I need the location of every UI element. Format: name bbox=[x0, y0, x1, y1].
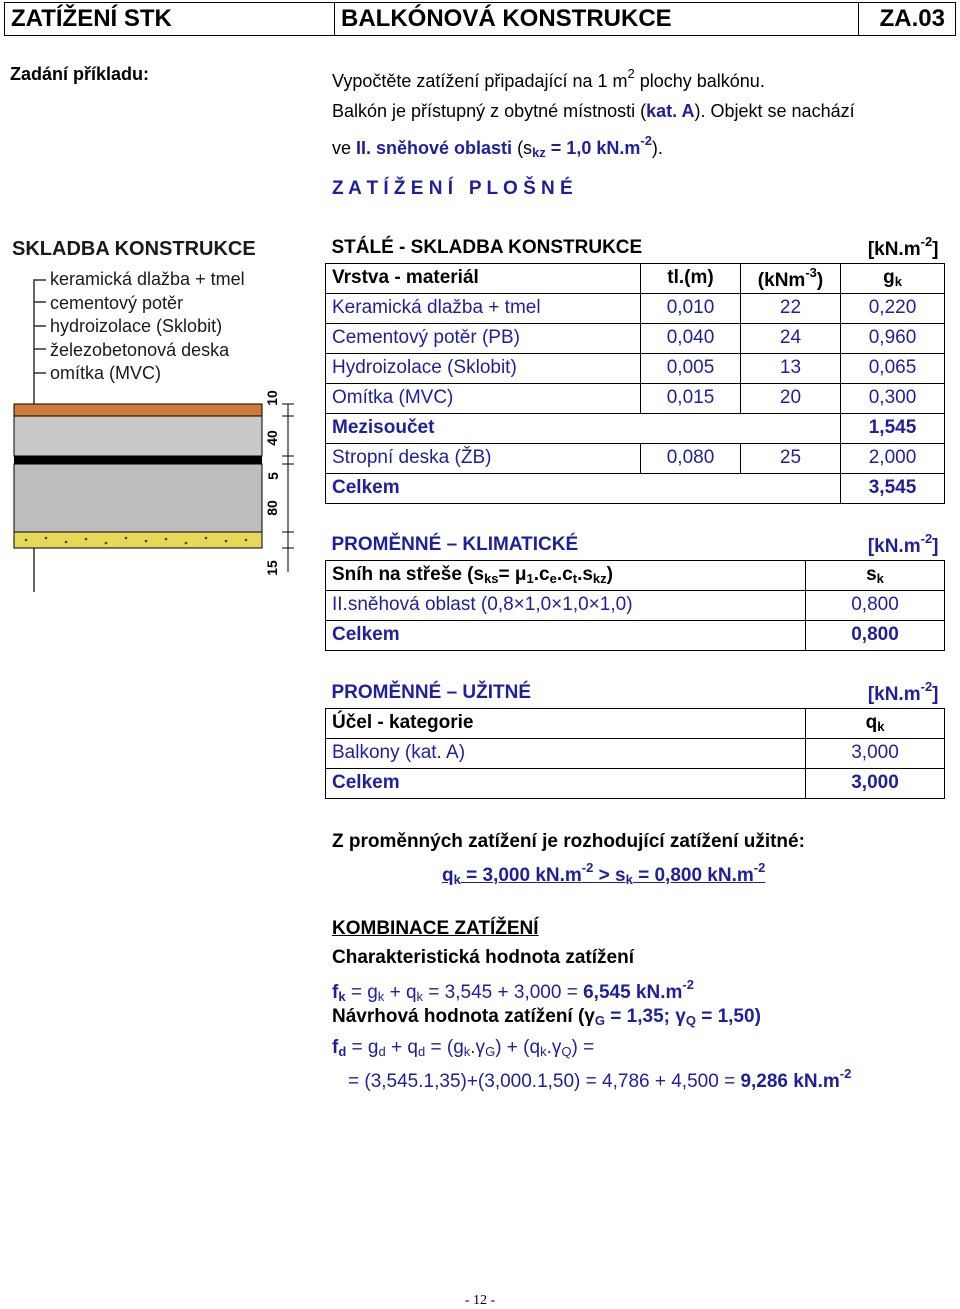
table-row: Omítka (MVC) 0,015 20 0,300 bbox=[326, 383, 945, 413]
decision-text: Z proměnných zatížení je rozhodující zatížení užitné: bbox=[332, 831, 805, 852]
composition-diagram bbox=[6, 232, 306, 592]
header-title: ZATÍŽENÍ STK bbox=[5, 3, 335, 35]
dim-label: 5 bbox=[264, 472, 281, 480]
table-row: Stropní deska (ŽB) 0,080 25 2,000 bbox=[326, 443, 945, 473]
fk-formula: $f_k = g_k + q_k = 3,545 + 3,000 = 6,545$ $kN.m^{-2}$ bbox=[332, 977, 694, 1004]
table-row: Keramická dlažba + tmel 0,010 22 0,220 bbox=[326, 293, 945, 323]
permanent-title: STÁLÉ - SKLADBA KONSTRUKCE bbox=[331, 236, 643, 258]
imposed-col-a: Účel - kategorie bbox=[326, 708, 806, 738]
imposed-title: PROMĚNNÉ – UŽITNÉ bbox=[331, 681, 532, 703]
table-row: Hydroizolace (Sklobit) 0,005 13 0,065 bbox=[326, 353, 945, 383]
page-number: - 12 - bbox=[464, 1293, 496, 1308]
climatic-col-a: Sníh na střeše $(s_{ks}= \mu_1.c_e.c_t.s_{kz})$ bbox=[326, 560, 806, 590]
col-thickness: tl.(m) bbox=[641, 263, 741, 293]
subtotal-row: Mezisoučet 1,545 bbox=[326, 413, 945, 443]
design-title: Návrhová hodnota zatížení ($\gamma_G = 1,35$; $\gamma_Q = 1,50$) bbox=[332, 1006, 761, 1028]
diagram-layer-label: omítka (MVC) bbox=[50, 363, 162, 383]
diagram-layer-label: cementový potěr bbox=[50, 292, 184, 313]
imposed-col-b: $q_k$ bbox=[806, 708, 945, 738]
header-code: ZA.03 bbox=[879, 5, 945, 32]
diagram-layer-label: železobetonová deska bbox=[50, 339, 230, 360]
permanent-unit: $[kN.m^{-2}]$ bbox=[867, 234, 939, 261]
dim-label: 40 bbox=[263, 430, 280, 446]
climatic-load-table bbox=[325, 530, 945, 651]
task-label: Zadání příkladu: bbox=[10, 64, 150, 84]
col-layer: Vrstva - materiál bbox=[326, 263, 641, 293]
climatic-unit: $[kN.m^{-2}]$ bbox=[867, 531, 939, 558]
area-heading: Z A T Í Ž E N Í P L O Š N É bbox=[332, 178, 573, 199]
table-row: II.sněhová oblast (0,8×1,0×1,0×1,0) 0,800 bbox=[326, 590, 945, 620]
total-row: Celkem 0,800 bbox=[326, 620, 945, 650]
diagram-layer-label: hydroizolace (Sklobit) bbox=[50, 316, 223, 336]
header-bar bbox=[4, 2, 956, 36]
fd-formula: $f_d = g_d + q_d = (g_k.\gamma_G) + (q_k.\gamma_Q)$ = bbox=[332, 1037, 595, 1059]
climatic-title: PROMĚNNÉ – KLIMATICKÉ bbox=[331, 533, 579, 555]
total-row: Celkem 3,545 bbox=[326, 473, 945, 503]
dim-label: 80 bbox=[263, 500, 280, 516]
climatic-col-b: $s_k$ bbox=[806, 560, 945, 590]
imposed-load-table bbox=[325, 678, 945, 799]
table-row: Balkony (kat. A) 3,000 bbox=[326, 738, 945, 768]
characteristic-title: Charakteristická hodnota zatížení bbox=[332, 947, 634, 968]
task-text: Vypočtěte zatížení připadající na 1 $m^2$ plochy balkónu. Balkón je přístupný z obytné místnosti (kat. A). Objekt se nachází ve II. sněhové oblasti ($s_{kz} = 1,0$ $kN.m^{-2}$). bbox=[332, 66, 855, 160]
diagram-layer-list bbox=[50, 268, 245, 386]
table-row: Cementový potěr (PB) 0,040 24 0,960 bbox=[326, 323, 945, 353]
dim-label: 15 bbox=[263, 560, 280, 576]
total-row: Celkem 3,000 bbox=[326, 768, 945, 798]
permanent-load-table bbox=[325, 233, 945, 504]
header-subject: BALKÓNOVÁ KONSTRUKCE bbox=[335, 3, 859, 35]
diagram-title: SKLADBA KONSTRUKCE bbox=[12, 238, 256, 260]
col-gk: $g_k$ bbox=[841, 263, 945, 293]
col-density: (kNm$^{-3}$) bbox=[741, 263, 841, 293]
combination-title: KOMBINACE ZATÍŽENÍ bbox=[332, 918, 539, 939]
dim-label: 10 bbox=[263, 390, 280, 406]
decision-formula: $q_k = 3,000$ $kN.m^{-2} > s_k = 0,800$ $kN.m^{-2}$ bbox=[442, 860, 766, 887]
diagram-layer-label: keramická dlažba + tmel bbox=[50, 269, 245, 289]
imposed-unit: $[kN.m^{-2}]$ bbox=[867, 679, 939, 706]
fd-result: = (3,545.1,35)+(3,000.1,50) = 4,786 + 4,500 = 9,286 $kN.m^{-2}$ bbox=[348, 1066, 852, 1092]
